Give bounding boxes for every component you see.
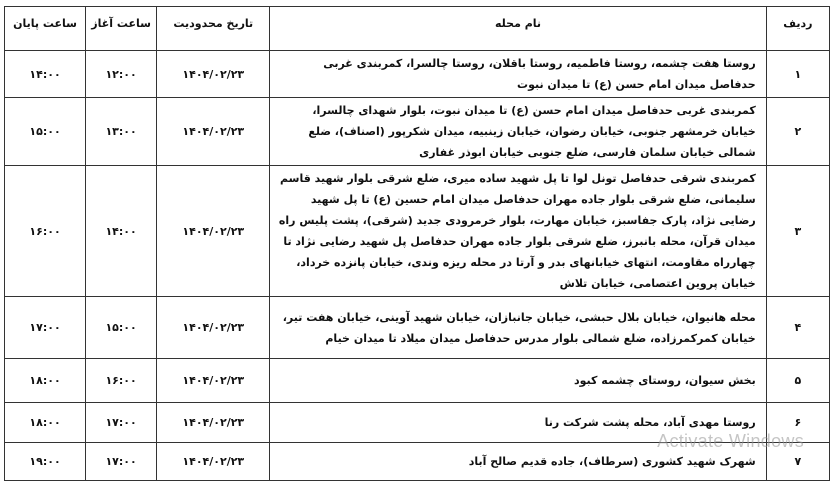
row-number: ۶: [766, 403, 829, 443]
restriction-date: ۱۴۰۴/۰۲/۲۳: [157, 443, 270, 481]
start-time: ۱۶:۰۰: [86, 359, 157, 403]
activate-windows-watermark: Activate Windows: [657, 431, 804, 451]
restriction-date: ۱۴۰۴/۰۲/۲۳: [157, 98, 270, 166]
header-row-number: ردیف: [766, 7, 829, 51]
area-names: شهرک شهید کشوری (سرطاف)، جاده قدیم صالح آباد: [270, 443, 766, 481]
area-names: محله هانیوان، خیابان بلال حبشی، خیابان جانبازان، خیابان شهید آوینی، خیابان هفت تیر، خیابان کمرکمرزاده، ضلع شمالی بلوار مدرس حدفاصل میدان میلاد تا میدان خیام: [270, 297, 766, 359]
restriction-date: ۱۴۰۴/۰۲/۲۳: [157, 51, 270, 98]
start-time: ۱۷:۰۰: [86, 403, 157, 443]
row-number: ۱: [766, 51, 829, 98]
start-time: ۱۷:۰۰: [86, 443, 157, 481]
start-time: ۱۵:۰۰: [86, 297, 157, 359]
end-time: ۱۹:۰۰: [5, 443, 86, 481]
area-names: بخش سیوان، روستای چشمه کبود: [270, 359, 766, 403]
area-names: روستا مهدی آباد، محله پشت شرکت رنا: [270, 403, 766, 443]
restriction-date: ۱۴۰۴/۰۲/۲۳: [157, 359, 270, 403]
table-row: [5, 359, 830, 403]
row-number: ۲: [766, 98, 829, 166]
end-time: ۱۷:۰۰: [5, 297, 86, 359]
restriction-date: ۱۴۰۴/۰۲/۲۳: [157, 403, 270, 443]
end-time: ۱۴:۰۰: [5, 51, 86, 98]
table-row: [5, 51, 830, 98]
table-row: [5, 297, 830, 359]
header-end-time: ساعت پایان: [5, 7, 86, 51]
row-number: ۳: [766, 166, 829, 297]
restriction-date: ۱۴۰۴/۰۲/۲۳: [157, 166, 270, 297]
header-area-name: نام محله: [270, 7, 766, 51]
table-row: [5, 166, 830, 297]
restriction-date: ۱۴۰۴/۰۲/۲۳: [157, 297, 270, 359]
end-time: ۱۸:۰۰: [5, 403, 86, 443]
end-time: ۱۶:۰۰: [5, 166, 86, 297]
table-row: [5, 403, 830, 443]
row-number: ۷: [766, 443, 829, 481]
row-number: ۵: [766, 359, 829, 403]
outage-schedule-table: [4, 6, 830, 481]
header-restriction-date: تاریخ محدودیت: [157, 7, 270, 51]
table-row: [5, 443, 830, 481]
row-number: ۴: [766, 297, 829, 359]
start-time: ۱۴:۰۰: [86, 166, 157, 297]
area-names: کمربندی شرقی حدفاصل تونل لوا تا پل شهید ساده میری، ضلع شرقی بلوار شهید قاسم سلیمانی، ضلع شرقی بلوار جاده مهران حدفاصل میدان امام حسین (ع) تا پل شهید رضایی نژاد، پارک جفاسبز، خیابان مهارت، بلوار خرمرودی جدید (شرقی)، پشت پلیس راه میدان قرآن، محله بانبرز، ضلع شرقی بلوار جاده مهران حدفاصل پل شهید رضایی نژاد تا چهارراه مقاومت، انتهای خیابانهای بدر و آرتا در محله ریزه وندی، خیابان پانزده خرداد، خیابان پروین اعتصامی، خیابان تلاش: [270, 166, 766, 297]
end-time: ۱۸:۰۰: [5, 359, 86, 403]
area-names: کمربندی غربی حدفاصل میدان امام حسن (ع) تا میدان نبوت، بلوار شهدای چالسرا، خیابان خرمشهر جنوبی، خیابان رضوان، خیابان زینبیه، میدان شکرپور (اصناف)، ضلع شمالی خیابان سلمان فارسی، ضلع جنوبی خیابان ابوذر غفاری: [270, 98, 766, 166]
start-time: ۱۳:۰۰: [86, 98, 157, 166]
end-time: ۱۵:۰۰: [5, 98, 86, 166]
header-row: [5, 7, 830, 51]
table-row: [5, 98, 830, 166]
header-start-time: ساعت آغاز: [86, 7, 157, 51]
area-names: روستا هفت چشمه، روستا فاطمیه، روستا باقلان، روستا چالسرا، کمربندی غربی حدفاصل میدان امام حسن (ع) تا میدان نبوت: [270, 51, 766, 98]
start-time: ۱۲:۰۰: [86, 51, 157, 98]
